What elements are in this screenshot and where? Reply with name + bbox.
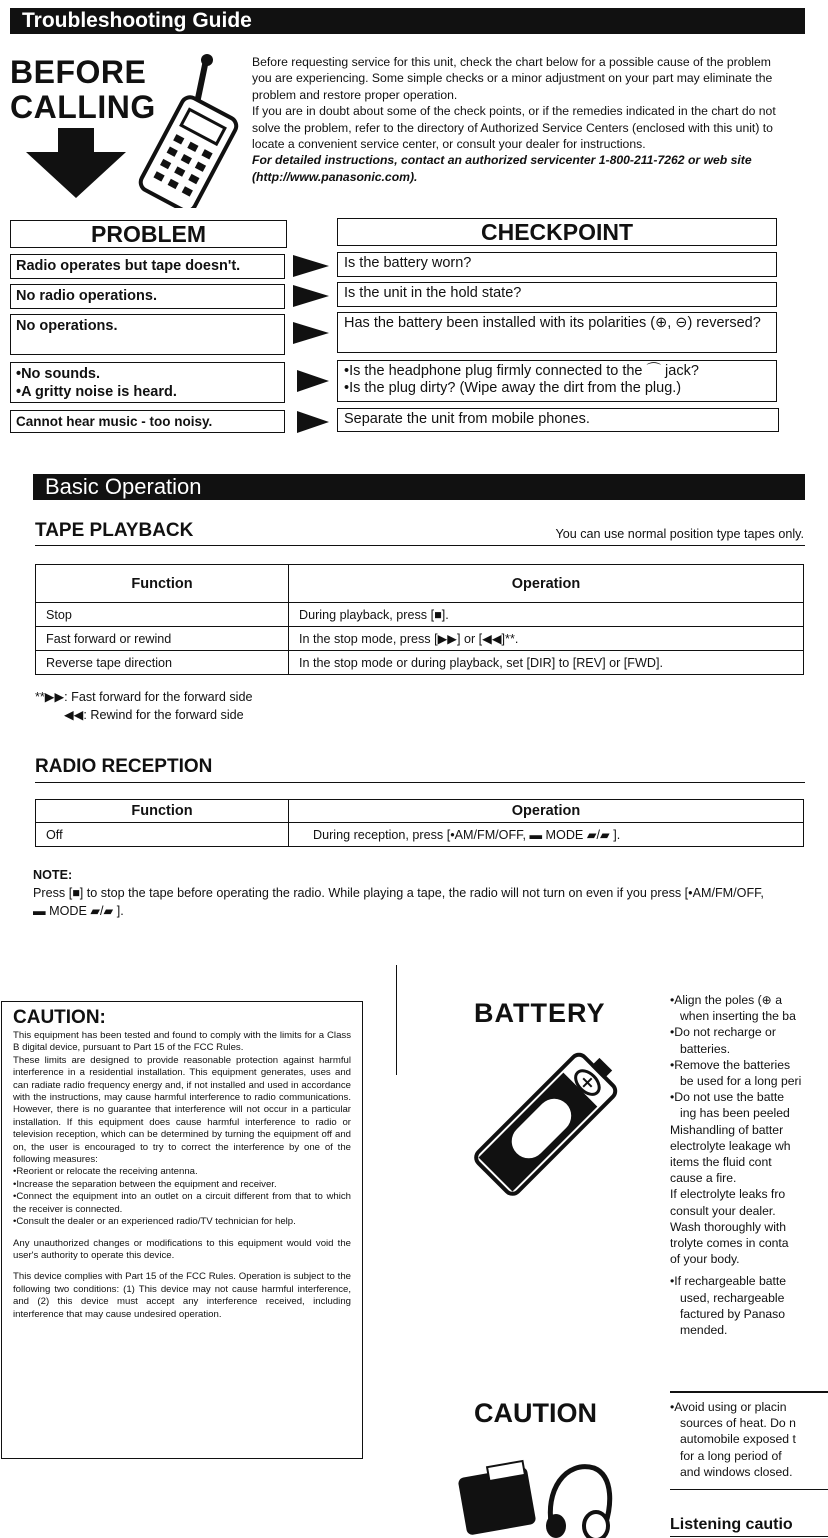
operation-column-header: Operation [289,800,804,823]
caution-title: CAUTION [474,1398,597,1428]
troubleshooting-title-bar [10,8,805,34]
caution-rule [670,1391,828,1393]
table-header-row [36,800,804,823]
problem-row-2: No radio operations. [10,284,285,309]
caution-line: for a long period of [680,1448,782,1463]
battery-line: •Align the poles (⊕ a [670,993,783,1007]
column-divider [396,965,397,1075]
problem-row-4 [10,362,285,403]
function-column-header: Function [36,565,289,603]
fcc-bullet-4: •Consult the dealer or an experienced radio/TV technician for help. [13,1216,296,1228]
function-cell: Stop [36,603,289,627]
battery-title: BATTERY [474,998,606,1028]
right-arrow-icon [297,411,329,433]
battery-line: If electrolyte leaks fro [670,1187,786,1202]
before-label: BEFORE [10,54,147,90]
battery-line: mended. [680,1323,728,1338]
tape-heading-rule [35,545,805,546]
battery-line: of your body. [670,1252,740,1267]
problem-gritty-noise: •A gritty noise is heard. [16,384,177,400]
fcc-paragraph-4: This device complies with Part 15 of the FCC Rules. Operation is subject to the following two conditions: (1) This device may not cause harmful interference, and (2) this device must accept any interference received, including interference that may cause undesired operation. [13,1271,351,1320]
table-row [36,603,804,627]
table-row [36,627,804,651]
right-arrow-icon [293,255,329,277]
battery-line: consult your dealer. [670,1203,776,1218]
battery-line: factured by Panaso [680,1306,786,1321]
table-header-row [36,565,804,603]
battery-line: •Remove the batteries [670,1057,791,1072]
operation-cell: During reception, press [•AM/FM/OFF, ▬ MODE ▰/▰ ]. [289,823,804,847]
caution-line: automobile exposed t [680,1432,796,1447]
tape-note: You can use normal position type tapes only. [555,527,804,541]
checkpoint-header: CHECKPOINT [337,218,777,246]
operation-cell: In the stop mode, press [▶▶] or [◀◀]**. [289,627,804,651]
battery-instructions [670,992,828,1338]
before-calling-intro [252,54,780,185]
intro-paragraph-2: If you are in doubt about some of the check points, or if the remedies indicated in the chart do not solve the problem, refer to the directory of Authorized Service Centers (enclosed with this unit) to locate a convenient service center, or consult your dealer for instructions. [252,104,776,152]
intro-paragraph-1: Before requesting service for this unit, check the chart below for a possible cause of the problem you are experiencing. Some simple checks or a minor adjustment on your part may eliminate the problem and restore proper operation. [252,55,773,102]
battery-line: trolyte comes in conta [670,1236,789,1251]
problem-row-3: No operations. [10,314,285,355]
checkpoint-row-4 [337,360,777,402]
table-row [36,823,804,847]
checkpoint-plug-dirty: •Is the plug dirty? (Wipe away the dirt from the plug.) [344,380,682,396]
table-row [36,651,804,675]
note-text: Press [■] to stop the tape before operating the radio. While playing a tape, the radio will not turn on even if you press [•AM/FM/OFF, ▬ MODE ▰/▰ ]. [33,886,764,918]
battery-line: items the fluid cont [670,1155,772,1170]
function-cell: Off [36,823,289,847]
tape-playback-heading: TAPE PLAYBACK [35,520,194,541]
cordless-phone-icon [134,50,242,208]
function-column-header: Function [36,800,289,823]
battery-line: •Do not recharge or [670,1025,776,1040]
operation-cell: In the stop mode or during playback, set [DIR] to [REV] or [FWD]. [289,651,804,675]
battery-line: electrolyte leakage wh [670,1138,791,1153]
listening-underline [670,1536,828,1537]
checkpoint-row-1: Is the battery worn? [337,252,777,277]
tape-playback-table [35,564,804,675]
note-label: NOTE: [33,868,73,882]
fcc-paragraph-3: Any unauthorized changes or modifications to this equipment would void the user's authority to operate this device. [13,1237,351,1261]
basic-operation-title-bar [33,474,805,500]
battery-line: cause a fire. [670,1171,737,1186]
checkpoint-row-5: Separate the unit from mobile phones. [337,408,779,432]
tape-footnote-1: **▶▶: Fast forward for the forward side [35,690,253,704]
fcc-bullet-1: •Reorient or relocate the receiving antenna. [13,1166,198,1178]
down-arrow-icon [22,128,130,200]
problem-row-1: Radio operates but tape doesn't. [10,254,285,279]
checkpoint-row-2: Is the unit in the hold state? [337,282,777,307]
radio-heading-rule [35,782,805,783]
function-cell: Fast forward or rewind [36,627,289,651]
listening-caution-heading: Listening cautio [670,1516,793,1533]
battery-icon [470,1045,620,1205]
problem-header: PROBLEM [10,220,287,248]
tape-footnote-2: ◀◀: Rewind for the forward side [64,708,244,722]
radio-reception-table [35,799,804,847]
battery-line: Mishandling of batter [670,1122,784,1137]
cassette-headphones-icon [456,1450,616,1538]
battery-line: •If rechargeable batte [670,1274,787,1289]
right-arrow-icon [297,370,329,392]
battery-line: be used for a long peri [680,1074,802,1089]
checkpoint-row-3: Has the battery been installed with its polarities (⊕, ⊖) reversed? [337,312,777,353]
fcc-paragraph-2: These limits are designed to provide reasonable protection against harmful interference in a residential installation. This equipment generates, uses and can radiate radio frequency energy and, if not installed and used in accordance with the instructions, may cause harmful interference to radio communications. However, there is no guarantee that interference will not occur in a particular installation. If this equipment does cause harmful interference to radio or television reception, which can be determined by turning the equipment off and on, the user is encouraged to try to correct the interference by one of the following measures: [13,1054,351,1166]
right-arrow-icon [293,322,329,344]
calling-label: CALLING [10,89,156,125]
right-arrow-icon [293,285,329,307]
fcc-paragraph-1: This equipment has been tested and found to comply with the limits for a Class B digital device, pursuant to Part 15 of the FCC Rules. [13,1030,351,1054]
battery-line: when inserting the ba [680,1009,796,1024]
caution-instructions [670,1399,828,1480]
basic-operation-title: Basic Operation [45,474,202,499]
intro-contact: For detailed instructions, contact an authorized servicenter 1-800-211-7262 or web site (http://www.panasonic.com). [252,153,752,184]
caution-line: •Avoid using or placin [670,1400,787,1414]
caution-line: and windows closed. [680,1464,793,1479]
listening-rule [670,1489,828,1490]
battery-line: used, rechargeable [680,1290,785,1305]
troubleshooting-title: Troubleshooting Guide [22,9,252,32]
fcc-bullet-3: •Connect the equipment into an outlet on a circuit different from that to which the receiver is connected. [13,1191,351,1215]
problem-no-sounds: •No sounds. [16,366,101,382]
battery-line: ing has been peeled [680,1106,790,1121]
fcc-caution-title: CAUTION: [13,1007,106,1028]
operation-cell: During playback, press [■]. [289,603,804,627]
battery-line: •Do not use the batte [670,1090,785,1105]
caution-line: sources of heat. Do n [680,1416,796,1431]
operation-column-header: Operation [289,565,804,603]
function-cell: Reverse tape direction [36,651,289,675]
battery-line: batteries. [680,1041,731,1056]
battery-line: Wash thoroughly with [670,1219,787,1234]
radio-reception-heading: RADIO RECEPTION [35,756,213,777]
fcc-bullet-2: •Increase the separation between the equipment and receiver. [13,1178,277,1190]
checkpoint-headphone-plug: •Is the headphone plug firmly connected to the ⌒ jack? [344,363,699,379]
fcc-caution-box [1,1001,363,1459]
problem-row-5: Cannot hear music - too noisy. [10,410,285,433]
